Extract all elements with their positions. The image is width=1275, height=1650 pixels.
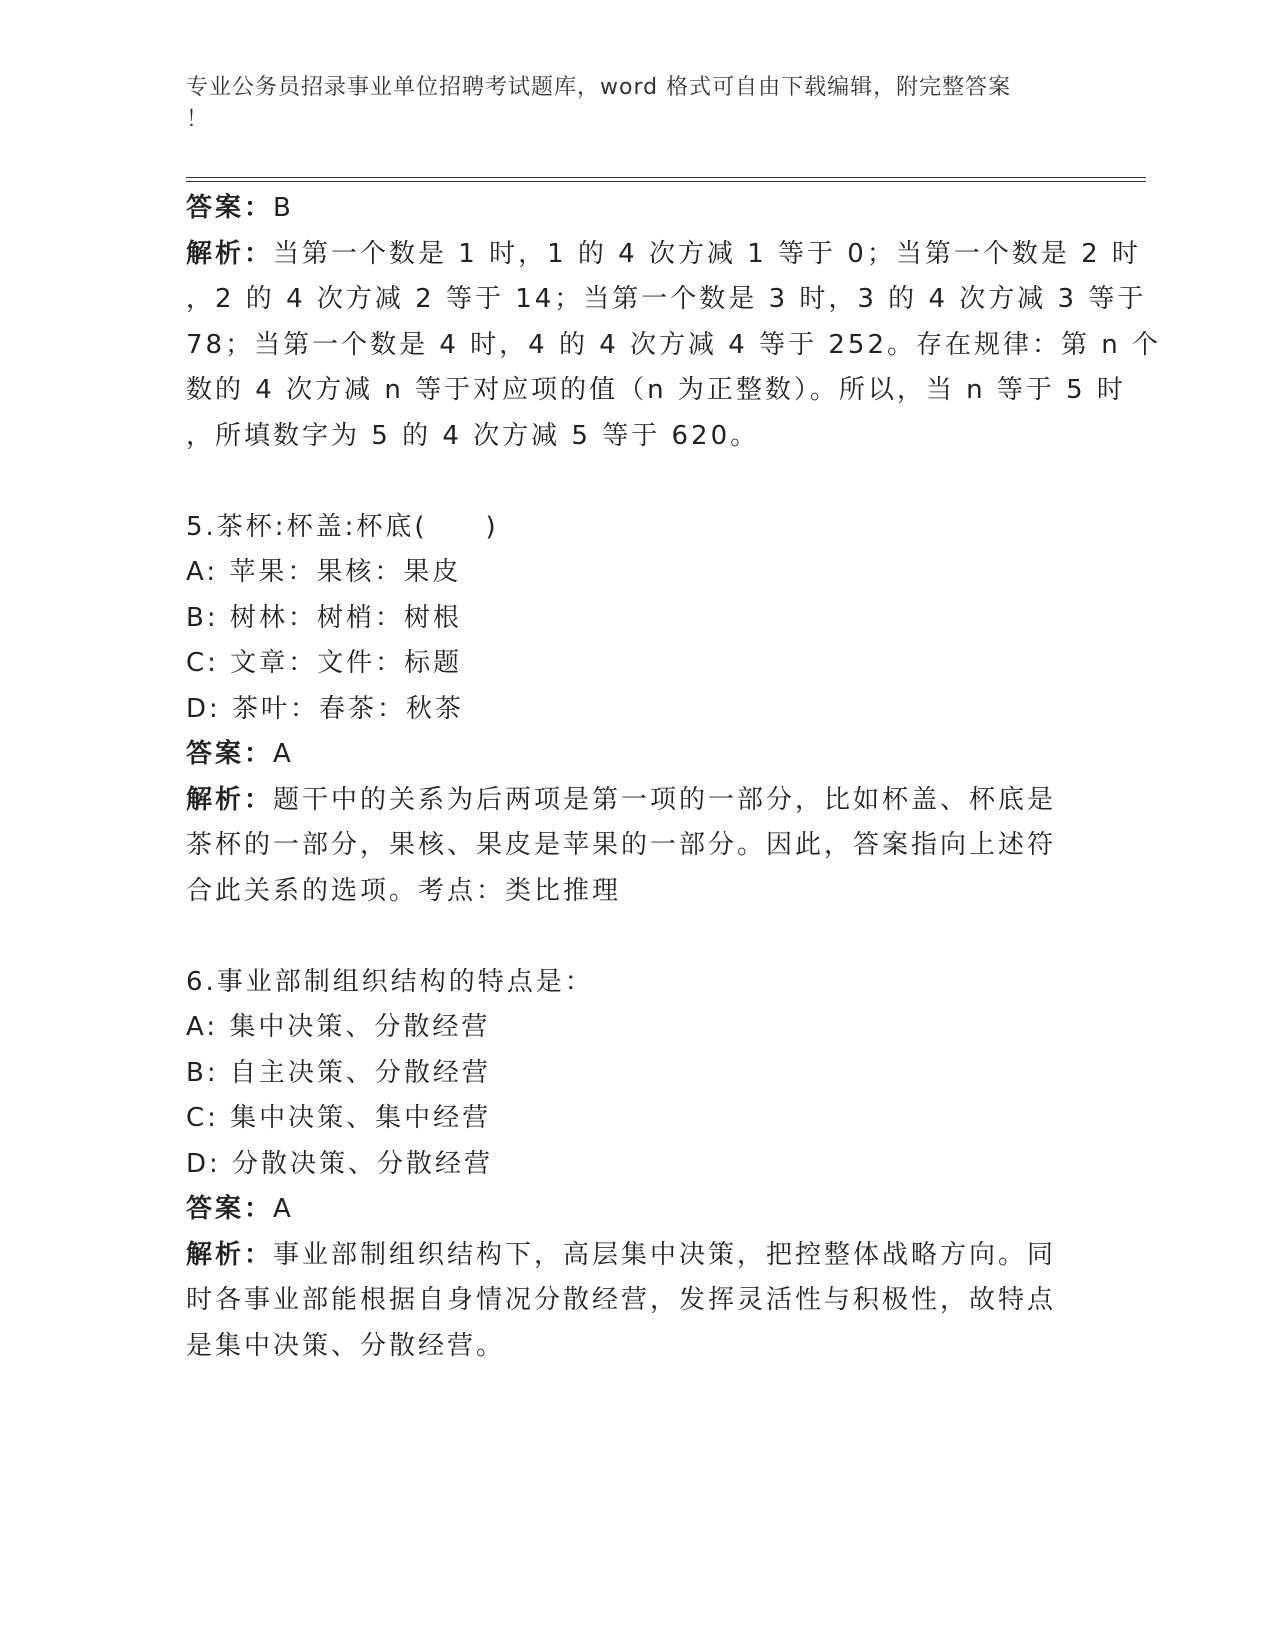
analysis-line — [186, 778, 1086, 824]
document-body — [186, 186, 1162, 1369]
answer-line — [186, 732, 1086, 778]
answer-label: 答案： — [186, 1194, 274, 1224]
analysis-line — [186, 232, 1141, 278]
prev-answer-block — [186, 186, 1162, 459]
answer-value: B — [273, 193, 294, 223]
analysis-text: 茶杯的一部分，果核、果皮是苹果的一部分。因此，答案指向上述符 — [186, 830, 1057, 860]
option-b: B: 自主决策、分散经营 — [186, 1057, 491, 1088]
analysis-label: 解析： — [186, 784, 274, 815]
answer-label: 答案： — [186, 193, 274, 223]
header-line-2: ！ — [186, 107, 210, 132]
answer-value: A — [273, 1194, 294, 1224]
option-a: A: 苹果：果核：果皮 — [186, 557, 462, 587]
header-divider-top — [186, 177, 1146, 178]
question-5 — [186, 505, 1086, 915]
answer-label: 答案： — [186, 739, 274, 769]
question-6 — [186, 960, 1086, 1370]
analysis-text: ，所填数字为 5 的 4 次方减 5 等于 620。 — [186, 420, 760, 451]
option-a: A: 集中决策、分散经营 — [186, 1012, 491, 1042]
analysis-text: 当第一个数是 1 时，1 的 4 次方减 1 等于 0；当第一个数是 2 时 — [273, 238, 1141, 269]
analysis-text: 数的 4 次方减 n 等于对应项的值（n 为正整数）。所以，当 n 等于 5 时 — [186, 375, 1126, 405]
spacer — [186, 459, 1086, 505]
answer-value: A — [273, 739, 294, 769]
option-c: C: 集中决策、集中经营 — [186, 1103, 492, 1133]
analysis-label: 解析： — [186, 238, 274, 269]
analysis-label: 解析： — [186, 1239, 274, 1270]
analysis-text: 78；当第一个数是 4 时，4 的 4 次方减 4 等于 252。存在规律：第 n 个 — [186, 329, 1162, 360]
analysis-line — [186, 1233, 1086, 1279]
header-line-1: 专业公务员招录事业单位招聘考试题库，word 格式可自由下载编辑，附完整答案 — [186, 75, 1012, 100]
page-header — [186, 72, 1066, 136]
answer-line — [186, 186, 1086, 232]
analysis-text: ，2 的 4 次方减 2 等于 14；当第一个数是 3 时，3 的 4 次方减 3 等于 — [186, 284, 1147, 314]
question-text: 5.茶杯:杯盖:杯底( ) — [186, 511, 499, 542]
analysis-text: 是集中决策、分散经营。 — [186, 1330, 506, 1361]
analysis-text: 时各事业部能根据自身情况分散经营，发挥灵活性与积极性，故特点 — [186, 1285, 1057, 1315]
option-d: D: 分散决策、分散经营 — [186, 1148, 494, 1179]
answer-line — [186, 1187, 1086, 1233]
spacer — [186, 914, 1086, 960]
analysis-text: 事业部制组织结构下，高层集中决策，把控整体战略方向。同 — [273, 1239, 1057, 1270]
option-d: D: 茶叶：春茶：秋茶 — [186, 693, 465, 724]
option-b: B: 树林：树梢：树根 — [186, 602, 462, 633]
question-text: 6.事业部制组织结构的特点是： — [186, 966, 594, 997]
option-c: C: 文章：文件：标题 — [186, 648, 463, 678]
analysis-text: 题干中的关系为后两项是第一项的一部分，比如杯盖、杯底是 — [273, 784, 1057, 815]
header-divider-bottom — [186, 181, 1146, 182]
analysis-text: 合此关系的选项。考点：类比推理 — [186, 875, 622, 906]
